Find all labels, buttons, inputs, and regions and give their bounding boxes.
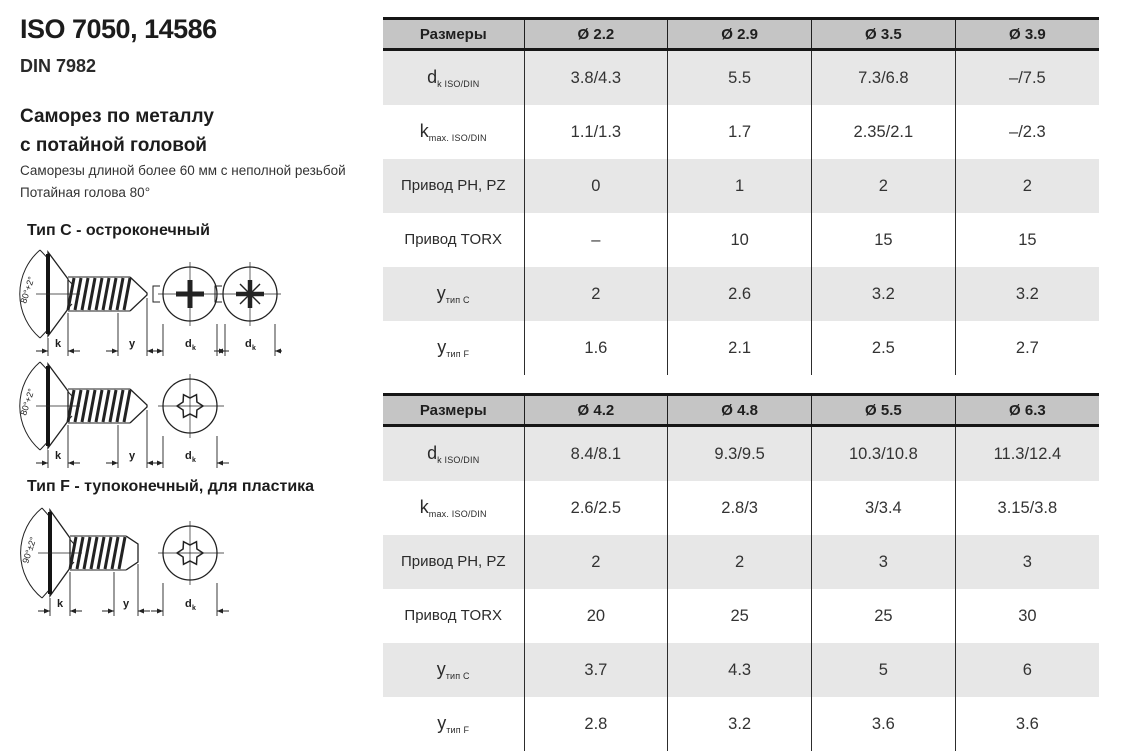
row-label: Привод TORX: [404, 606, 503, 624]
value-cell: 2: [812, 159, 956, 213]
value-cell: 1: [668, 159, 812, 213]
value-cell: 3.8/4.3: [524, 50, 668, 106]
value-cell: 3/3.4: [812, 481, 956, 535]
value-cell: 3.2: [955, 267, 1099, 321]
table-row: [383, 643, 1099, 697]
product-name-line1: Саморез по металлу: [20, 106, 214, 127]
value-cell: 3.2: [812, 267, 956, 321]
description-line1: Саморезы длиной более 60 мм с неполной резьбой: [20, 163, 346, 178]
table-row: [383, 321, 1099, 375]
value-cell: 10: [668, 213, 812, 267]
value-cell: 2.5: [812, 321, 956, 375]
value-cell: 9.3/9.5: [668, 426, 812, 482]
header-diameter: Ø 3.5: [812, 19, 956, 50]
value-cell: 5.5: [668, 50, 812, 106]
header-diameter: Ø 2.2: [524, 19, 668, 50]
spec-table-large-diameters: [383, 393, 1099, 751]
product-description: [20, 160, 346, 205]
dim-y-label: y: [129, 450, 136, 462]
value-cell: 3.7: [524, 643, 668, 697]
dim-dk-sub: k: [192, 605, 196, 612]
header-sizes: Размеры: [383, 395, 524, 426]
header-diameter: Ø 4.2: [524, 395, 668, 426]
value-cell: 20: [524, 589, 668, 643]
value-cell: 25: [668, 589, 812, 643]
value-cell: 3: [812, 535, 956, 589]
header-diameter: Ø 2.9: [668, 19, 812, 50]
angle-label: 80°+2°: [18, 275, 37, 305]
row-label: $y_{тип F}$: [437, 713, 470, 735]
value-cell: 15: [812, 213, 956, 267]
thread-hatch: [68, 278, 130, 310]
product-name-line2: с потайной головой: [20, 134, 207, 156]
table-row: [383, 213, 1099, 267]
value-cell: 30: [955, 589, 1099, 643]
value-cell: 3.15/3.8: [955, 481, 1099, 535]
value-cell: 5: [812, 643, 956, 697]
value-cell: 3.2: [668, 697, 812, 751]
value-cell: 3.6: [955, 697, 1099, 751]
angle-label: 80°+2°: [18, 387, 37, 417]
dim-y-label: y: [123, 598, 130, 610]
value-cell: 2: [668, 535, 812, 589]
dim-k-label: k: [55, 450, 62, 462]
value-cell: 3: [955, 535, 1099, 589]
row-label: $d_{k ISO/DIN}$: [383, 426, 524, 482]
header-sizes: Размеры: [383, 19, 524, 50]
value-cell: 3.6: [812, 697, 956, 751]
value-cell: 8.4/8.1: [524, 426, 668, 482]
dim-dk-label2: d: [245, 338, 252, 350]
value-cell: 2: [524, 267, 668, 321]
value-cell: 15: [955, 213, 1099, 267]
value-cell: 2.8: [524, 697, 668, 751]
table-row: [383, 105, 1099, 159]
value-cell: 11.3/12.4: [955, 426, 1099, 482]
dim-dk-sub2: k: [252, 345, 256, 352]
description-line2: Потайная голова 80°: [20, 185, 151, 201]
ph-recess-icon: [176, 280, 204, 308]
row-label: $y_{тип F}$: [437, 337, 470, 359]
row-label: $k_{max. ISO/DIN}$: [419, 121, 487, 143]
value-cell: 2.6: [668, 267, 812, 321]
pz-recess-icon: [236, 280, 264, 308]
value-cell: 2: [524, 535, 668, 589]
row-label: $k_{max. ISO/DIN}$: [419, 497, 487, 519]
thread-hatch: [68, 390, 130, 422]
product-name: [20, 103, 214, 160]
dim-dk-sub: k: [192, 457, 196, 464]
type-f-torx-drawing: [10, 504, 230, 624]
spec-table-small-diameters: [383, 17, 1099, 375]
table-header-row: [383, 19, 1099, 50]
header-diameter: Ø 4.8: [668, 395, 812, 426]
table-row: [383, 159, 1099, 213]
dim-y-label: y: [129, 338, 136, 350]
dim-dk-label: d: [185, 450, 192, 462]
value-cell: 6: [955, 643, 1099, 697]
value-cell: 7.3/6.8: [812, 50, 956, 106]
value-cell: 2.6/2.5: [524, 481, 668, 535]
left-info-panel: [0, 0, 380, 753]
row-label: Привод PH, PZ: [383, 159, 524, 213]
value-cell: 2.35/2.1: [812, 105, 956, 159]
value-cell: 0: [524, 159, 668, 213]
value-cell: 1.6: [524, 321, 668, 375]
din-subtitle: DIN 7982: [20, 56, 97, 76]
row-label: Привод TORX: [404, 230, 503, 248]
row-label: $y_{тип C}$: [383, 267, 524, 321]
value-cell: –: [524, 213, 668, 267]
value-cell: 1.1/1.3: [524, 105, 668, 159]
dim-dk-label: d: [185, 598, 192, 610]
type-f-heading: Тип F - тупоконечный, для пластика: [27, 478, 315, 495]
table-row: [383, 589, 1099, 643]
table-header-row: [383, 395, 1099, 426]
row-label: Привод PH, PZ: [383, 535, 524, 589]
value-cell: 10.3/10.8: [812, 426, 956, 482]
value-cell: –/2.3: [955, 105, 1099, 159]
dim-k-label: k: [57, 598, 64, 610]
table-row: [383, 426, 1099, 482]
value-cell: 1.7: [668, 105, 812, 159]
dimension-arrows: [44, 609, 223, 614]
dim-dk-label: d: [185, 338, 192, 350]
angle-label: 90°±2°: [20, 535, 39, 565]
header-diameter: Ø 5.5: [812, 395, 956, 426]
value-cell: 2.8/3: [668, 481, 812, 535]
dim-dk-sub: k: [192, 345, 196, 352]
table-row: [383, 697, 1099, 751]
value-cell: 2.7: [955, 321, 1099, 375]
page-title: ISO 7050, 14586: [20, 14, 217, 44]
value-cell: 4.3: [668, 643, 812, 697]
value-cell: –/7.5: [955, 50, 1099, 106]
type-c-ph-pz-drawing: [10, 246, 282, 364]
row-label: $d_{k ISO/DIN}$: [383, 50, 524, 106]
header-diameter: Ø 3.9: [955, 19, 1099, 50]
table-row: [383, 481, 1099, 535]
value-cell: 2.1: [668, 321, 812, 375]
table-row: [383, 50, 1099, 106]
header-diameter: Ø 6.3: [955, 395, 1099, 426]
type-c-torx-drawing: [10, 358, 230, 476]
value-cell: 25: [812, 589, 956, 643]
type-c-heading: Тип C - остроконечный: [27, 222, 210, 239]
value-cell: 2: [955, 159, 1099, 213]
dim-k-label: k: [55, 338, 62, 350]
table-row: [383, 267, 1099, 321]
row-label: $y_{тип C}$: [383, 643, 524, 697]
table-row: [383, 535, 1099, 589]
